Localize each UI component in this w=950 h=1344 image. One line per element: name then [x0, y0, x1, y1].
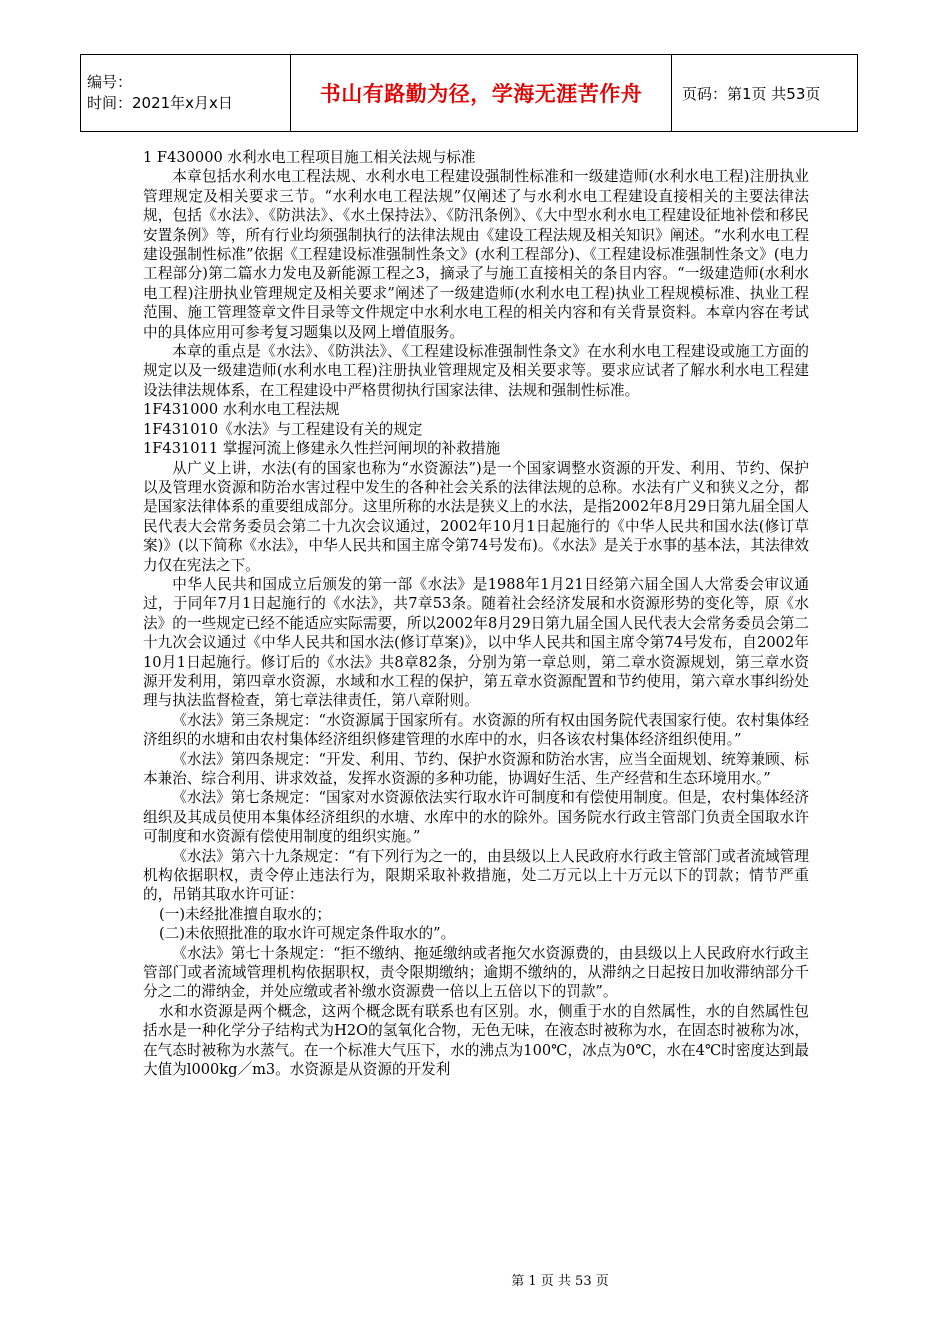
paragraph: 水和水资源是两个概念，这两个概念既有联系也有区别。水，侧重于水的自然属性，水的自然属性包括水是一种化学分子结构式为H2O的氢氧化合物，无色无味，在液态时被称为水，在固态时被称为冰，在气态时被称为水蒸气。在一个标准大气压下，水的沸点为100℃，冰点为0℃，水在4℃时密度达到最大值为l000kg／m3。水资源是从资源的开发利 [143, 1002, 809, 1079]
paragraph: 中华人民共和国成立后颁发的第一部《水法》是1988年1月21日经第六届全国人大常委会审议通过，于同年7月1日起施行的《水法》，共7章53条。随着社会经济发展和水资源形势的变化等，原《水法》的一些规定已经不能适应实际需要，所以2002年8月29日第九届全国人民代表大会常务委员会第二十九次会议通过《中华人民共和国水法(修订草案)》，以中华人民共和国主席令第74号发布，自2002年10月1日起施行。修订后的《水法》共8章82条，分别为第一章总则，第二章水资源规划，第三章水资源开发利用，第四章水资源，水域和水工程的保护，第五章水资源配置和节约使用，第六章水事纠纷处理与执法监督检查，第七章法律责任，第八章附则。 [143, 575, 809, 710]
header-left-cell [81, 55, 291, 132]
list-item: (一)未经批准擅自取水的； [159, 905, 331, 923]
document-body [143, 148, 809, 1080]
paragraph: 本章的重点是《水法》、《防洪法》、《工程建设标准强制性条文》在水利水电工程建设或施工方面的规定以及一级建造师(水利水电工程)注册执业管理规定及相关要求等。要求应试者了解水利水电工程建设法律法规体系，在工程建设中严格贯彻执行国家法律、法规和强制性标准。 [143, 343, 809, 399]
paragraph: 《水法》第六十九条规定：“有下列行为之一的，由县级以上人民政府水行政主管部门或者流域管理机构依据职权，责令停止违法行为，限期采取补救措施，处二万元以上十万元以下的罚款；情节严重的，吊销其取水许可证： [143, 847, 809, 904]
header-page-label: 页码：第1页 共53页 [672, 55, 858, 132]
header-motto: 书山有路勤为径，学海无涯苦作舟 [291, 55, 672, 132]
document-time-label: 时间：2021年x月x日 [87, 94, 233, 112]
document-header [80, 54, 858, 132]
paragraph: 《水法》第三条规定：“水资源属于国家所有。水资源的所有权由国务院代表国家行使。农村集体经济组织的水塘和由农村集体经济组织修建管理的水库中的水，归各该农村集体经济组织使用。” [143, 711, 809, 749]
document-number-label: 编号： [87, 73, 133, 91]
chapter-title: 1 F430000 水利水电工程项目施工相关法规与标准 [143, 149, 476, 166]
section-heading: 1F431011 掌握河流上修建永久性拦河闸坝的补救措施 [143, 440, 501, 458]
paragraph: 本章包括水利水电工程法规、水利水电工程建设强制性标准和一级建造师(水利水电工程)注册执业管理规定及相关要求三节。“水利水电工程法规”仅阐述了与水利水电工程建设直接相关的主要法律法规，包括《水法》、《防洪法》、《水土保持法》、《防汛条例》、《大中型水利水电工程建设征地补偿和移民安置条例》等，所有行业均须强制执行的法律法规由《建设工程法规及相关知识》阐述。“水利水电工程建设强制性标准”依据《工程建设标准强制性条文》(水利工程部分)、《工程建设标准强制性条文》(电力工程部分)第二篇水力发电及新能源工程之3，摘录了与施工直接相关的条目内容。“一级建造师(水利水电工程)注册执业管理规定及相关要求”阐述了一级建造师(水利水电工程)执业工程规模标准、执业工程范围、施工管理签章文件目录等文件规定中水利水电工程的相关内容和有关背景资料。本章内容在考试中的具体应用可参考复习题集以及网上增值服务。 [143, 168, 809, 341]
paragraph: 《水法》第七十条规定：“拒不缴纳、拖延缴纳或者拖欠水资源费的，由县级以上人民政府水行政主管部门或者流域管理机构依据职权，责令限期缴纳；逾期不缴纳的，从滞纳之日起按日加收滞纳部分千分之二的滞纳金，并处应缴或者补缴水资源费一倍以上五倍以下的罚款”。 [143, 944, 809, 1001]
section-heading: 1F431010《水法》与工程建设有关的规定 [143, 420, 423, 438]
section-heading: 1F431000 水利水电工程法规 [143, 401, 340, 419]
paragraph: 从广义上讲，水法(有的国家也称为“水资源法”)是一个国家调整水资源的开发、利用、节约、保护以及管理水资源和防治水害过程中发生的各种社会关系的法律法规的总称。水法有广义和狭义之分，都是国家法律体系的重要组成部分。这里所称的水法是狭义上的水法，是指2002年8月29日第九届全国人民代表大会常务委员会第二十九次会议通过，2002年10月1日起施行的《中华人民共和国水法(修订草案)》(以下简称《水法》，中华人民共和国主席令第74号发布)。《水法》是关于水事的基本法，其法律效力仅在宪法之下。 [143, 459, 809, 574]
paragraph: 《水法》第四条规定：“开发、利用、节约、保护水资源和防治水害，应当全面规划、统筹兼顾、标本兼治、综合利用、讲求效益，发挥水资源的多种功能，协调好生活、生产经营和生态环境用水。” [143, 750, 809, 787]
paragraph: 《水法》第七条规定：“国家对水资源依法实行取水许可制度和有偿使用制度。但是，农村集体经济组织及其成员使用本集体经济组织的水塘、水库中的水的除外。国务院水行政主管部门负责全国取水许可制度和水资源有偿使用制度的组织实施。” [143, 789, 809, 846]
page-footer: 第 1 页 共 53 页 [511, 1274, 609, 1289]
list-item: (二)未依照批准的取水许可规定条件取水的”。 [159, 925, 456, 943]
